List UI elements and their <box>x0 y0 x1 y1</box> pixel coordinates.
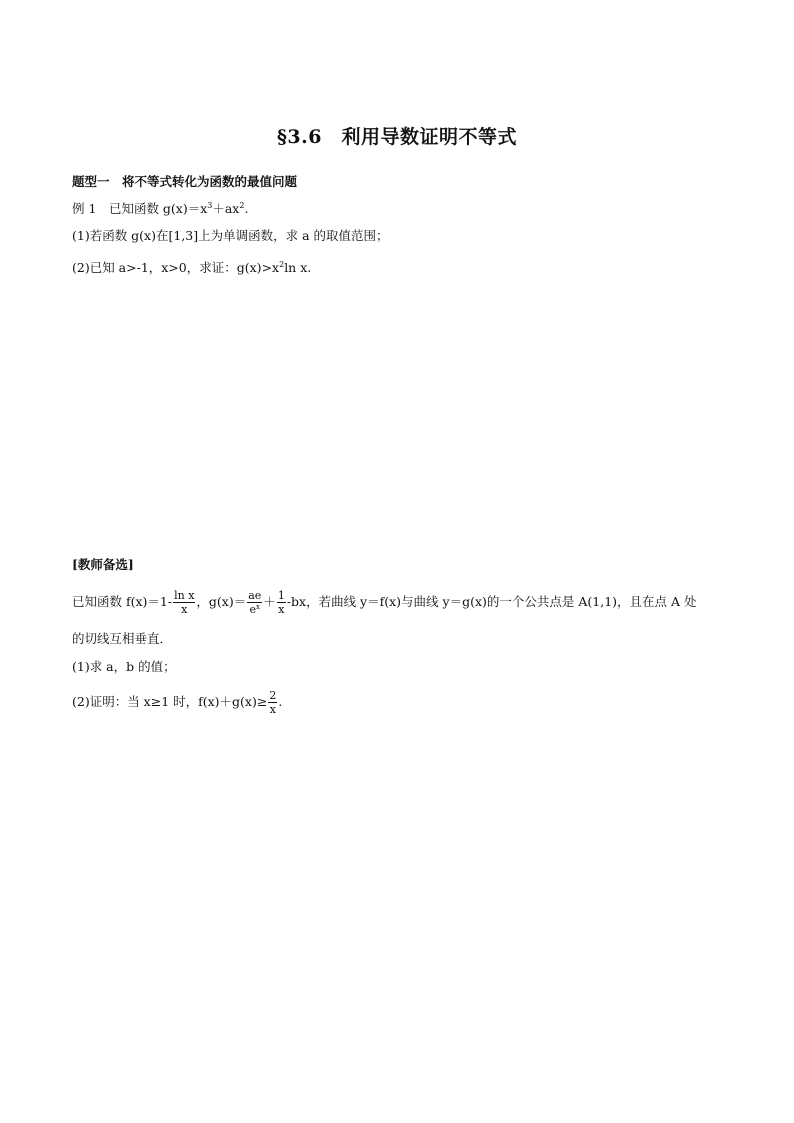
example1-stem-mid: ＋ax <box>212 201 240 216</box>
fraction2-numerator: ae <box>248 589 262 602</box>
fraction3-numerator: 1 <box>277 589 285 602</box>
fraction3-denominator: x <box>278 603 285 616</box>
fraction-2-over-x <box>268 689 277 716</box>
teacher-stem-line2: 的切线互相垂直． <box>72 631 173 646</box>
teacher-part2-prefix: (2)证明：当 x≥1 时，f(x)＋g(x)≥ <box>72 694 268 709</box>
example1-stem <box>72 201 248 217</box>
example1-part1: (1)若函数 g(x)在[1,3]上为单调函数，求 a 的取值范围； <box>72 228 389 243</box>
example1-exponent-2: 2 <box>239 201 245 210</box>
teacher-part2 <box>72 684 282 720</box>
fraction4-numerator: 2 <box>269 689 277 702</box>
page-title: §3.6 利用导数证明不等式 <box>277 126 517 148</box>
fraction2-den-base: e <box>249 603 257 616</box>
fraction1-numerator: ln x <box>174 589 195 602</box>
example1-stem-end: . <box>244 201 249 216</box>
teacher-stem-b: ，g(x)＝ <box>196 594 247 609</box>
teacher-stem-a: 已知函数 f(x)＝1- <box>72 594 173 609</box>
section-heading: 题型一 将不等式转化为函数的最值问题 <box>72 174 298 189</box>
teacher-stem-d: -bx，若曲线 y＝f(x)与曲线 y＝g(x)的一个公共点是 A(1,1)，且在点 A 处 <box>286 594 697 609</box>
teacher-part1: (1)求 a，b 的值； <box>72 659 176 674</box>
fraction-lnx-over-x <box>173 589 195 616</box>
example1-part2-end: ln x. <box>284 260 312 275</box>
example1-part2 <box>72 260 311 276</box>
example1-label: 例 1 <box>72 201 97 216</box>
fraction2-den-exponent: x <box>256 603 260 611</box>
teacher-heading: [教师备选] <box>72 557 134 572</box>
example1-exponent-3: 3 <box>207 201 213 210</box>
example1-stem-prefix: 已知函数 g(x)＝x <box>96 201 208 216</box>
fraction1-denominator: x <box>181 603 188 616</box>
teacher-stem-c: ＋ <box>263 594 276 609</box>
example1-part2-prefix: (2)已知 a>-1，x>0，求证：g(x)>x <box>72 260 280 275</box>
fraction4-denominator: x <box>269 703 276 716</box>
fraction-ae-over-ex <box>247 589 262 616</box>
fraction2-denominator <box>247 603 262 616</box>
teacher-stem-line1 <box>72 584 697 620</box>
teacher-part2-end: . <box>278 694 283 709</box>
fraction-1-over-x <box>277 589 286 616</box>
example1-part2-exponent: 2 <box>279 260 285 269</box>
